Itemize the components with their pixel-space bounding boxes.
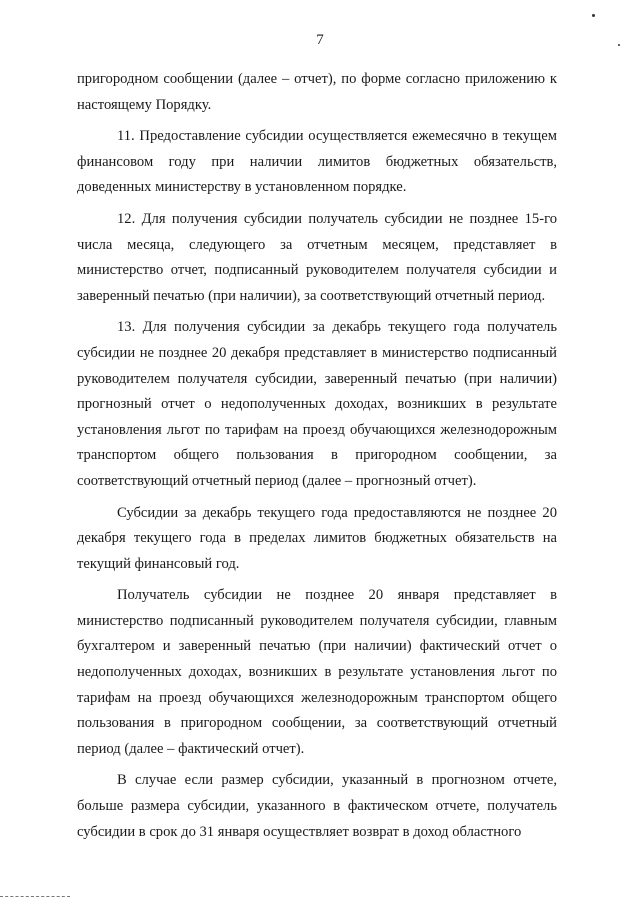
page-number: 7 (316, 32, 324, 48)
paragraph-actual-report: Получатель субсидии не позднее 20 января представляет в министерство подписанный руководителем получателя субсидии, главным бухгалтером и заверенный печатью (при наличии) фактический отчет о недополученных доходах, возникших в результате установления льгот по тарифам на проезд обучающихся железнодорожным транспортом общего пользования в пригородном сообщении, за соответствующий отчетный период (далее – фактический отчет). (77, 587, 557, 757)
paragraph-continuation: пригородном сообщении (далее – отчет), по форме согласно приложению к настоящему Порядку. (77, 71, 557, 113)
paragraph-12: 12. Для получения субсидии получатель субсидии не позднее 15-го числа месяца, следующего за отчетным месяцем, представляет в министерство отчет, подписанный руководителем получателя субсидии и заверенный печатью (при наличии), за соответствующий отчетный период. (77, 210, 557, 304)
paragraph-refund: В случае если размер субсидии, указанный в прогнозном отчете, больше размера субсидии, указанного в фактическом отчете, получатель субсидии в срок до 31 января осуществляет возврат в доход областного (77, 772, 557, 840)
paragraph-december-subsidy: Субсидии за декабрь текущего года предоставляются не позднее 20 декабря текущего года в пределах лимитов бюджетных обязательств на текущий финансовый год. (77, 504, 557, 572)
document-body (77, 67, 557, 845)
paragraph-13: 13. Для получения субсидии за декабрь текущего года получатель субсидии не позднее 20 декабря представляет в министерство подписанный руководителем получателя субсидии, заверенный печатью (при наличии) прогнозный отчет о недополученных доходах, возникших в результате установления льгот по тарифам на проезд обучающихся железнодорожным транспортом общего пользования в пригородном сообщении, за соответствующий отчетный период (далее – прогнозный отчет). (77, 319, 557, 489)
paragraph-11: 11. Предоставление субсидии осуществляется ежемесячно в текущем финансовом году при наличии лимитов бюджетных обязательств, доведенных министерству в установленном порядке. (77, 128, 557, 196)
scan-edge-mark (0, 896, 70, 897)
scan-speck (592, 14, 595, 17)
